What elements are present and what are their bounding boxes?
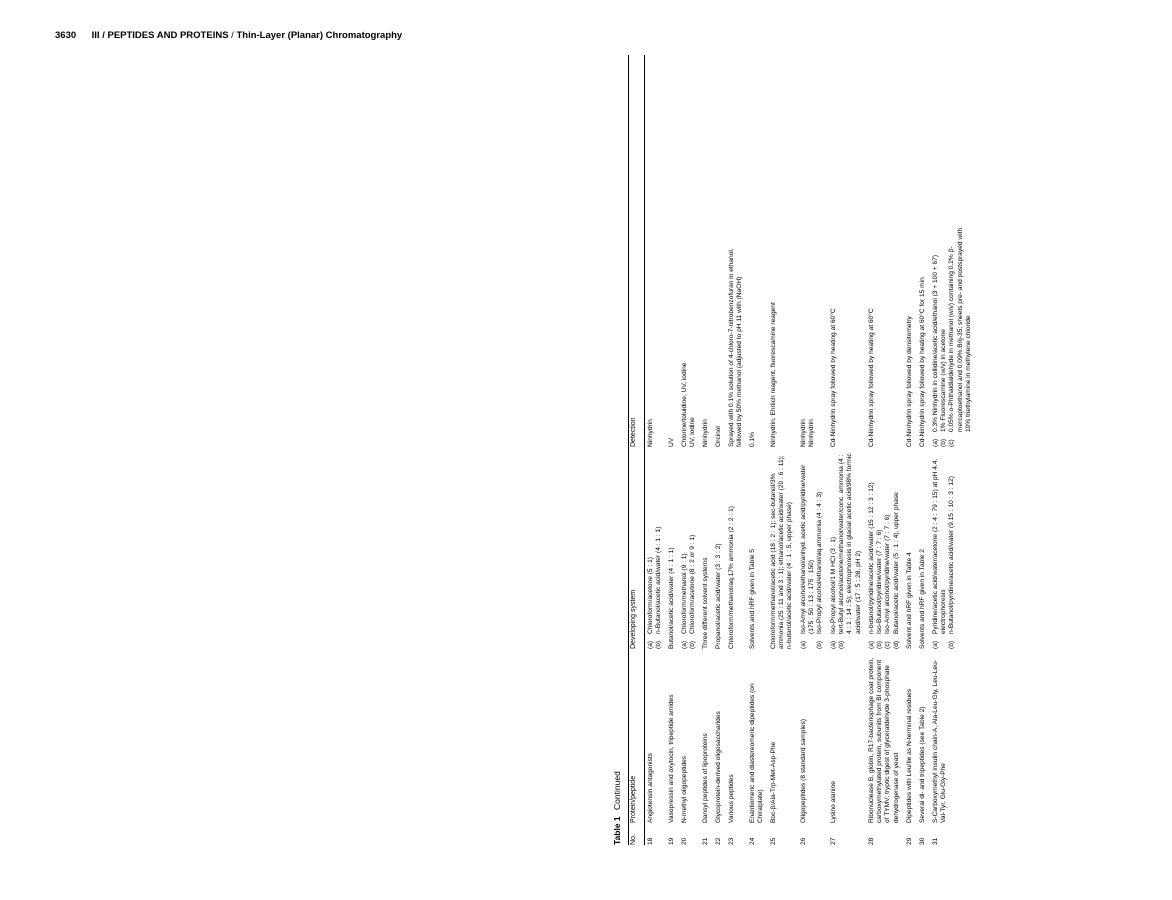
item-text: tert-Butyl alcohol/acetone/methanol/water/conc. ammonia (4 : 4 : 1 : 14 : 5); electrophoresis in glacial acetic acid/98% formic acid/water (17 : 5 : 28, pH 2) [838, 453, 862, 634]
developing-cell [668, 453, 676, 649]
row-number: 29 [906, 837, 913, 845]
developing-item [906, 453, 914, 649]
developing-item [932, 453, 948, 649]
developing-cell [749, 453, 757, 649]
item-text: Cd-Ninhydrin spray followed by heating at 60°C [830, 308, 837, 447]
detection-cell [770, 227, 778, 447]
developing-item [668, 453, 676, 649]
developing-item [681, 453, 689, 649]
protein-cell: S-Carboxymethyl insulin chain-A, Ala-Leu-Gly, Leu-Leu-Val-Tyr, Glu-Gly-Phe [932, 660, 948, 823]
row-number: 25 [770, 837, 777, 845]
item-text: Cd-Ninhydrin spray followed by densitometry [906, 316, 913, 447]
protein-cell: Glycoprotein-derived oligosaccharides [715, 711, 722, 823]
item-text: n-Butanol/pyridine/acetic acid/water (9.15 : 10 : 3 : 12) [948, 476, 956, 634]
developing-cell [681, 453, 697, 649]
detection-item [868, 227, 876, 447]
detection-cell [868, 227, 876, 447]
item-letter: (a) [647, 640, 654, 649]
item-text: Cd-Ninhydrin spray followed by heating at 60°C for 15 min [919, 277, 926, 447]
item-text: Chloroform/methanol (9 : 1) [681, 553, 688, 634]
developing-item [838, 453, 863, 649]
detection-item [800, 227, 808, 447]
item-text: Ninhydrin, Ehrlich reagent, fluorescamine reagent [770, 302, 777, 447]
table-row [668, 55, 681, 845]
developing-item [770, 453, 795, 649]
rotated-table [612, 55, 1172, 845]
item-text: Ninhydrin [808, 419, 816, 447]
detection-cell [668, 227, 676, 447]
detection-item [647, 227, 655, 447]
item-letter: (b) [816, 640, 824, 649]
developing-cell [932, 453, 957, 649]
table-header [630, 55, 643, 845]
table-body [647, 55, 978, 845]
developing-cell [919, 453, 927, 649]
detection-cell [906, 227, 914, 447]
column-header-detection: Detection [630, 417, 637, 447]
detection-item [906, 227, 914, 447]
detection-item [770, 227, 778, 447]
developing-item [728, 453, 736, 649]
protein-cell: Ribonuclease B, globin, R17-bacteriophage coat protein, carboxymethylated protein, subunits from BI component of TYMV; tryptic digest of glyceraldehyde 3-phosphate dehydrogenase of yeast [868, 657, 900, 823]
protein-cell: Dansyl peptides of lipoproteins [702, 733, 709, 823]
item-text: Solvents and hRF given in Table 2 [919, 549, 926, 649]
row-number: 23 [728, 837, 735, 845]
detection-cell [919, 227, 927, 447]
detection-item [932, 227, 940, 447]
developing-item [702, 453, 710, 649]
row-number: 21 [702, 837, 709, 845]
item-text: Iso-Propyl alcohol/ethanol/aq.ammonia (4 : 4 : 3) [816, 491, 824, 634]
page-number: 3630 [55, 30, 77, 41]
protein-cell: Vasopressin and oxytocin, tripeptide amides [668, 694, 675, 823]
protein-cell: Various peptides [728, 774, 735, 823]
column-header-developing: Developing system [630, 589, 637, 649]
item-letter: (b) [655, 640, 663, 649]
developing-cell [770, 453, 795, 649]
detection-cell [932, 227, 973, 447]
developing-item [816, 453, 824, 649]
detection-item [728, 227, 744, 447]
row-number: 26 [800, 837, 807, 845]
developing-item [655, 453, 663, 649]
item-letter: (c) [948, 439, 956, 447]
protein-cell: Dipeptides with Leu/Ile as N-terminal residues [906, 688, 913, 823]
table-row [681, 55, 702, 845]
item-text: Propanol/acetic acid/water (3 : 3 : 2) [715, 543, 722, 649]
developing-item [919, 453, 927, 649]
table-row [749, 55, 770, 845]
item-letter: (b) [876, 640, 884, 649]
detection-cell [681, 227, 697, 447]
detection-item [749, 227, 757, 447]
developing-item [715, 453, 723, 649]
item-text: 1% Fluorescamine (w/v) in acetone [940, 329, 948, 432]
protein-cell: Lysino alanine [830, 781, 837, 823]
developing-cell [728, 453, 736, 649]
detection-cell [647, 227, 655, 447]
item-letter: (a) [932, 640, 939, 649]
section-subtitle: Thin-Layer (Planar) Chromatography [236, 30, 403, 41]
developing-cell [868, 453, 901, 649]
item-letter: (a) [800, 640, 807, 649]
row-number: 27 [830, 837, 837, 845]
developing-item [647, 453, 655, 649]
developing-cell [702, 453, 710, 649]
developing-item [689, 453, 697, 649]
item-letter: (c) [884, 641, 892, 649]
developing-item [948, 453, 956, 649]
table-row [647, 55, 668, 845]
item-text: Iso-Amyl alcohol/ethanol/anhyd. acetic acid/pyridine/water (175 : 50 : 13 : 175 : 150) [800, 464, 816, 634]
item-text: 0.05% o-Phthaldialdehyde in methanol (w/v) containing 0.2% β-mercaptoethanol and 0.09% Brij-35; sheets pre- and postsprayed with 10% triethylamine in methylene chloride [948, 227, 972, 432]
row-number: 20 [681, 837, 688, 845]
table-row [702, 55, 715, 845]
protein-cell: Angiotensin antagonists [647, 752, 654, 823]
table-row [830, 55, 868, 845]
item-letter: (b) [948, 640, 956, 649]
detection-item [702, 227, 710, 447]
protein-cell: Boc-β/Ala-Trp-Met-Asp-Phe [770, 741, 777, 823]
protein-cell: Enantiomeric and diastereomeric dipeptides (on Chiralplate) [749, 683, 765, 823]
item-text: Solvent and hRF given in Table 4 [906, 552, 913, 649]
developing-cell [906, 453, 914, 649]
table-row [919, 55, 932, 845]
item-text: n-Butanol/acetic acid/water (4 : 1 : 1) [655, 526, 663, 634]
table-row [770, 55, 800, 845]
detection-item [689, 227, 697, 447]
detection-cell [830, 227, 838, 447]
row-number: 28 [868, 837, 875, 845]
protein-cell: Oligopeptides (8 standard samples) [800, 718, 807, 823]
item-text: Butanol/acetic acid/water (4 : 1 : 1) [668, 547, 675, 649]
protein-cell: N-methyl oligopeptides [681, 755, 688, 823]
item-text: Iso-Butanol/pyridine/water (7 : 7 : 6) [876, 529, 884, 634]
item-text: Chloroform/methanol/acetic acid (18 : 2 : 1); sec-butanol/3% ammonia (25 : 11 and 3 : 1); ethanol/acetic acid/water (20 : 6 : 11); n-butanol/acetic acid/water (4 : 1 : 5, upper phase) [770, 455, 794, 649]
table-row [906, 55, 919, 845]
table-row [728, 55, 749, 845]
item-text: Chloroform/acetone (5 : 1) [647, 557, 654, 634]
item-text: Cd-Ninhydrin spray followed by heating at 60°C [868, 308, 875, 447]
table-top-rule [628, 55, 629, 845]
developing-cell [715, 453, 723, 649]
item-letter: (a) [681, 640, 688, 649]
row-number: 24 [749, 837, 756, 845]
column-header-no: No. [630, 834, 637, 845]
developing-cell [800, 453, 825, 649]
detection-item [681, 227, 689, 447]
item-text: Chloroform/acetone (8 : 2 or 9 : 1) [689, 534, 697, 634]
item-letter: (b) [838, 640, 846, 649]
item-letter: (d) [892, 640, 900, 649]
detection-item [940, 227, 948, 447]
item-text: UV [668, 437, 675, 447]
table-row [715, 55, 728, 845]
detection-item [919, 227, 927, 447]
detection-cell [715, 227, 723, 447]
developing-cell [647, 453, 663, 649]
detection-item [948, 227, 973, 447]
row-number: 30 [919, 837, 926, 845]
detection-cell [728, 227, 744, 447]
item-text: Iso-Propyl alcohol/1 M HCl (3 : 1) [830, 536, 837, 634]
item-text: Sprayed with 0.1% solution of 4-chloro-7-nitrobenzofuran in ethanol, followed by 50% methanol (adjusted to pH 11 with (NaOH) [728, 248, 744, 447]
detection-cell [800, 227, 816, 447]
detection-cell [749, 227, 757, 447]
table-row [868, 55, 906, 845]
item-text: n-butanol/pyridine/acetic acid/water (15 : 12 : 3 : 12) [868, 482, 875, 634]
developing-cell [830, 453, 863, 649]
item-text: Three different solvent systems [702, 557, 709, 649]
item-letter: (b) [689, 640, 697, 649]
protein-cell: Several dl- and tripeptides (see Table 2) [919, 706, 926, 823]
item-text: 0.3% Ninhydrin in collidine/acetic acid/ethanol (3 + 100 + 67) [932, 254, 939, 432]
detection-item [808, 227, 816, 447]
item-text: Iso-Amyl alcohol/pyridine/water (7 : 7 : 6) [884, 514, 892, 634]
developing-item [830, 453, 838, 649]
item-text: Ninhydrin [702, 419, 709, 447]
row-number: 22 [715, 837, 722, 845]
item-text: Chloroform/methanol/aq.17% ammonia (2 : 2 : 1) [728, 506, 735, 649]
detection-item [830, 227, 838, 447]
section-title: III / PEPTIDES AND PROTEINS [91, 30, 229, 41]
table-caption [612, 771, 626, 845]
item-text: Chlorine/toluidine, UV, iodine [681, 362, 688, 447]
column-header-protein: Protein/peptide [630, 775, 637, 823]
item-text: Ninhydrin [800, 419, 807, 447]
developing-item [749, 453, 757, 649]
item-letter: (a) [868, 640, 875, 649]
item-text: 0.1% [749, 431, 756, 447]
row-number: 31 [932, 837, 939, 845]
table-header-rule [644, 55, 645, 845]
detection-item [668, 227, 676, 447]
detection-item [715, 227, 723, 447]
item-letter: (b) [940, 438, 948, 447]
row-number: 18 [647, 837, 654, 845]
item-text: Ninhydrin [647, 419, 654, 447]
item-letter: (a) [830, 640, 837, 649]
item-letter: (a) [932, 438, 939, 447]
item-text: Butanol/acetic acid/water (5 : 1 : 4), upper phase [892, 492, 900, 634]
page-header: 3630 III / PEPTIDES AND PROTEINS / Thin-Layer (Planar) Chromatography [55, 30, 403, 41]
detection-cell [702, 227, 710, 447]
developing-item [800, 453, 816, 649]
table-row [932, 55, 978, 845]
developing-item [876, 453, 884, 649]
item-text: Pyridine/acetic acid/water/acetone (2 : 4 : 79 : 15) at pH 4.4, electrophoresis [932, 458, 948, 634]
item-text: Orcinol [715, 426, 722, 447]
item-text: UV, iodine [689, 417, 697, 447]
row-number: 19 [668, 837, 675, 845]
developing-item [893, 453, 901, 649]
table-caption-label: Table 1 [612, 816, 622, 845]
table-caption-continued: Continued [612, 771, 622, 810]
developing-item [868, 453, 876, 649]
table-row [800, 55, 830, 845]
item-text: Solvents and hRF given in Table 5 [749, 549, 756, 649]
developing-item [884, 453, 892, 649]
